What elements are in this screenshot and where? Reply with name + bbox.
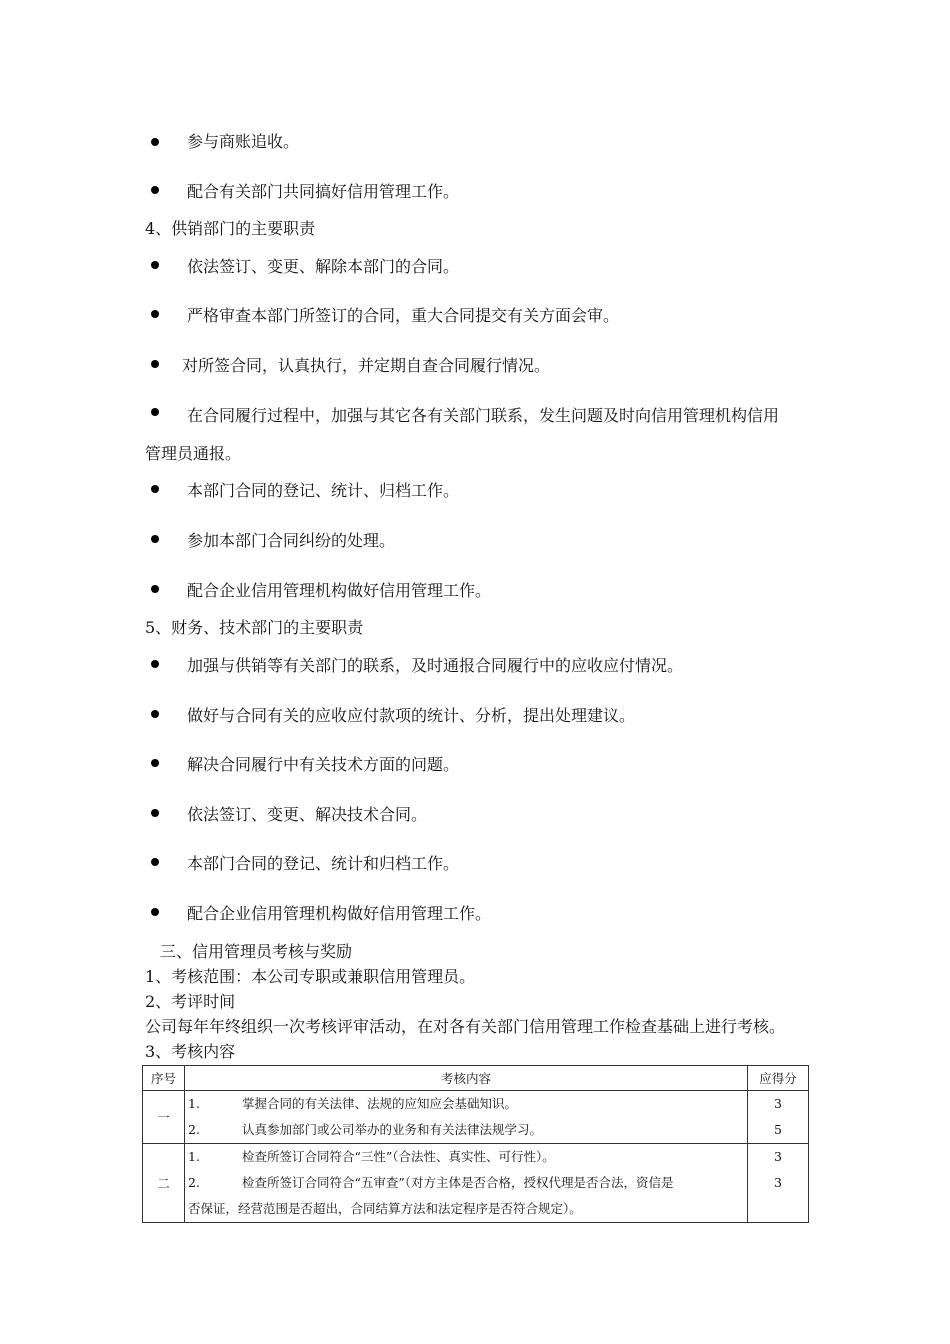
bullet-icon	[151, 908, 159, 916]
score-value: 3	[774, 1175, 782, 1190]
row-content	[185, 1091, 748, 1144]
bullet-text: 参与商账追收。	[187, 132, 300, 151]
bullet-icon	[151, 485, 159, 493]
score-value: 3	[774, 1096, 782, 1111]
bullet-text: 对所签合同，认真执行，并定期自查合同履行情况。	[182, 356, 551, 375]
bullet-icon	[151, 809, 159, 817]
bullet-text: 参加本部门合同纠纷的处理。	[187, 531, 396, 550]
bullet-icon	[151, 858, 159, 866]
item-number: 2.	[188, 1122, 200, 1137]
table-row	[143, 1144, 809, 1223]
bullet-text: 配合企业信用管理机构做好信用管理工作。	[187, 904, 492, 923]
row-score	[748, 1144, 809, 1223]
chapter-title: 三、信用管理员考核与奖励	[160, 942, 353, 961]
bullet-text: 配合企业信用管理机构做好信用管理工作。	[187, 581, 492, 600]
bullet-icon	[151, 310, 159, 318]
bullet-icon	[151, 138, 159, 146]
list-item	[188, 1117, 744, 1143]
score-value: 3	[774, 1149, 782, 1164]
section-heading: 5、财务、技术部门的主要职责	[145, 618, 364, 637]
score-value: 5	[774, 1122, 782, 1137]
item-number: 1.	[188, 1149, 200, 1164]
bullet-icon	[151, 660, 159, 668]
bullet-text: 解决合同履行中有关技术方面的问题。	[187, 755, 460, 774]
row-seq: 二	[143, 1144, 185, 1223]
table-row	[143, 1091, 809, 1144]
bullet-icon	[151, 261, 159, 269]
bullet-text: 加强与供销等有关部门的联系，及时通报合同履行中的应收应付情况。	[187, 656, 684, 675]
section-heading: 4、供销部门的主要职责	[145, 219, 316, 238]
header-score: 应得分	[748, 1066, 809, 1091]
bullet-text: 严格审查本部门所签订的合同，重大合同提交有关方面会审。	[187, 306, 620, 325]
row-content	[185, 1144, 748, 1223]
row-seq: 一	[143, 1091, 185, 1144]
header-seq: 序号	[143, 1066, 185, 1091]
row-score	[748, 1091, 809, 1144]
paragraph: 公司每年年终组织一次考核评审活动，在对各有关部门信用管理工作检查基础上进行考核。	[145, 1017, 786, 1036]
item-number: 1.	[188, 1096, 200, 1111]
bullet-icon	[151, 585, 159, 593]
bullet-icon	[151, 710, 159, 718]
bullet-text: 做好与合同有关的应收应付款项的统计、分析，提出处理建议。	[187, 706, 636, 725]
list-item	[188, 1144, 744, 1170]
item-text: 掌握合同的有关法律、法规的应知应会基础知识。	[242, 1096, 518, 1111]
paragraph: 2、考评时间	[145, 992, 236, 1011]
list-item	[188, 1170, 744, 1196]
table-header-row	[143, 1066, 809, 1091]
wrap-continuation: 管理员通报。	[145, 444, 242, 463]
bullet-text: 依法签订、变更、解除本部门的合同。	[187, 257, 460, 276]
item-text: 检查所签订合同符合“三性”（合法性、真实性、可行性）。	[242, 1149, 555, 1164]
bullet-icon	[151, 408, 159, 416]
item-text: 认真参加部门或公司举办的业务和有关法律法规学习。	[242, 1122, 543, 1137]
bullet-icon	[151, 360, 159, 368]
assessment-table	[142, 1065, 809, 1223]
list-item	[188, 1091, 744, 1117]
header-content: 考核内容	[185, 1066, 748, 1091]
bullet-text: 依法签订、变更、解决技术合同。	[187, 805, 428, 824]
bullet-icon	[151, 535, 159, 543]
bullet-text: 配合有关部门共同搞好信用管理工作。	[187, 182, 460, 201]
bullet-text: 本部门合同的登记、统计和归档工作。	[187, 854, 460, 873]
bullet-text: 在合同履行过程中，加强与其它各有关部门联系，发生问题及时向信用管理机构信用	[187, 406, 780, 425]
bullet-icon	[151, 186, 159, 194]
item-text: 检查所签订合同符合“五审查”（对方主体是否合格，授权代理是否合法，资信是	[242, 1175, 674, 1190]
paragraph: 3、考核内容	[145, 1042, 236, 1061]
item-number: 2.	[188, 1175, 200, 1190]
item-continuation: 否保证，经营范围是否超出，合同结算方法和法定程序是否符合规定）。	[188, 1201, 582, 1216]
bullet-icon	[151, 759, 159, 767]
bullet-text: 本部门合同的登记、统计、归档工作。	[187, 481, 460, 500]
paragraph: 1、考核范围：本公司专职或兼职信用管理员。	[145, 967, 476, 986]
